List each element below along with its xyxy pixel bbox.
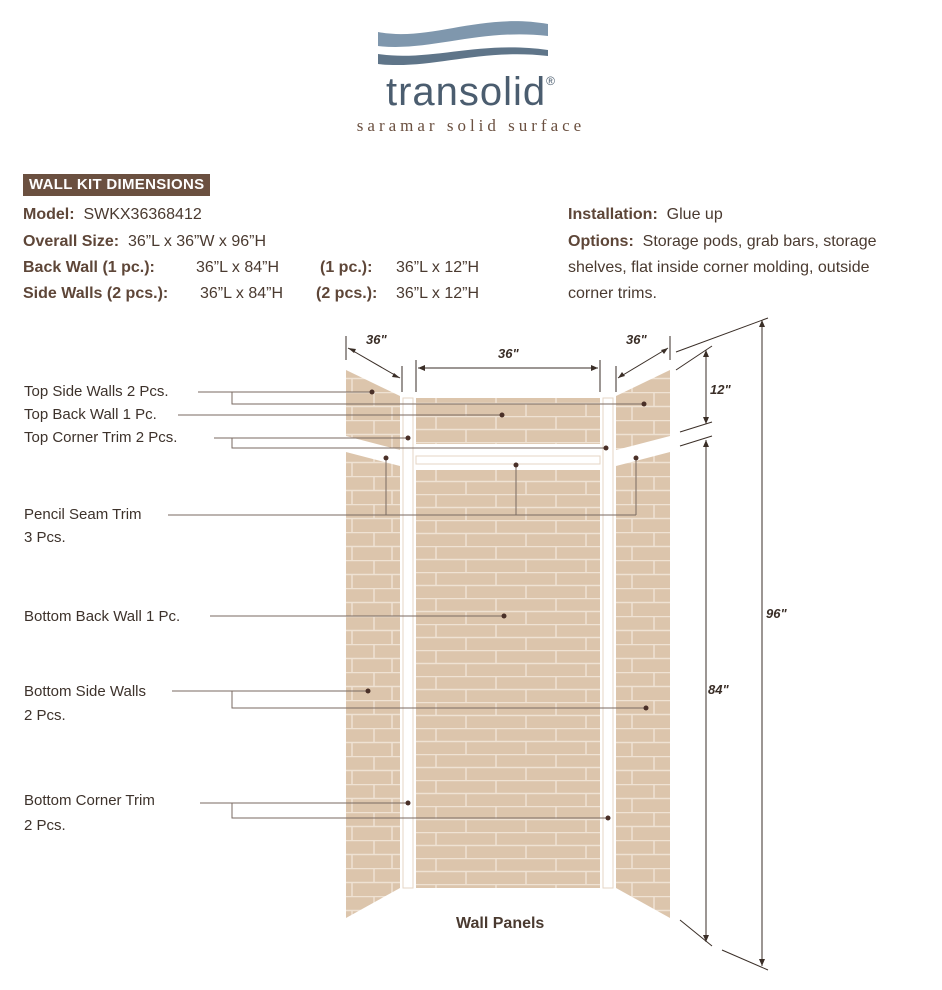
callout-bottom-side-line1: Bottom Side Walls — [24, 683, 146, 700]
dim-left-width: 36" — [366, 332, 387, 347]
callout-bottom-corner-line1: Bottom Corner Trim — [24, 792, 155, 809]
dim-top-height: 12" — [710, 382, 731, 397]
spec-options-label: Options: — [568, 233, 634, 250]
spec-installation-value: Glue up — [666, 206, 723, 223]
dim-overall-height: 96" — [766, 606, 787, 621]
callout-pencil-seam-line2: 3 Pcs. — [24, 529, 66, 546]
spec-side-label2-text: (2 pcs.): — [316, 285, 378, 302]
callout-bottom-corner-line2: 2 Pcs. — [24, 817, 66, 834]
dim-back-width: 36" — [498, 346, 519, 361]
spec-side-value: 36”L x 84”H — [200, 285, 283, 302]
spec-options-line3: corner trims. — [568, 285, 657, 302]
brand-tagline: saramar solid surface — [356, 116, 586, 135]
diagram-caption: Wall Panels — [456, 915, 545, 932]
callout-bottom-side-line2: 2 Pcs. — [24, 707, 66, 724]
spec-back-value: 36”L x 84”H — [196, 259, 279, 276]
spec-options-line2: shelves, flat inside corner molding, outside — [568, 259, 870, 276]
spec-side-value2: 36”L x 12”H — [396, 285, 479, 302]
spec-model-value: SWKX36368412 — [83, 206, 202, 223]
registered-mark: ® — [546, 74, 557, 88]
callout-bottom-back-wall: Bottom Back Wall 1 Pc. — [24, 608, 181, 625]
bottom-right-side-wall-panel — [616, 452, 670, 918]
spec-overall-value: 36”L x 36”W x 96”H — [127, 233, 267, 250]
right-corner-trim — [603, 398, 613, 888]
top-right-side-wall-panel — [616, 370, 670, 450]
callout-top-back-wall: Top Back Wall 1 Pc. — [24, 406, 157, 423]
spec-installation-label: Installation: — [568, 206, 658, 223]
spec-back-label: Back Wall (1 pc.): — [23, 259, 155, 276]
brand-name: transolid — [385, 70, 547, 114]
bottom-back-wall-panel — [416, 470, 600, 888]
top-back-wall-panel — [416, 398, 600, 444]
section-title: WALL KIT DIMENSIONS — [23, 174, 210, 196]
left-corner-trim — [403, 398, 413, 888]
spec-model-label: Model: — [23, 206, 75, 223]
spec-back-value2: 36”L x 12”H — [396, 259, 479, 276]
dim-bottom-height: 84" — [708, 682, 729, 697]
spec-overall-label: Overall Size: — [23, 233, 120, 250]
callout-pencil-seam-line1: Pencil Seam Trim — [24, 506, 142, 523]
pencil-seam-trim-back — [416, 456, 600, 464]
spec-back-label2-text: (1 pc.): — [320, 259, 373, 276]
callout-top-corner-trim: Top Corner Trim 2 Pcs. — [24, 429, 178, 446]
dim-right-width: 36" — [626, 332, 647, 347]
bottom-left-side-wall-panel — [346, 452, 400, 918]
callout-top-side-walls: Top Side Walls 2 Pcs. — [24, 383, 169, 400]
spec-side-label: Side Walls (2 pcs.): — [23, 285, 169, 302]
spec-options-line1: Storage pods, grab bars, storage — [642, 233, 877, 250]
